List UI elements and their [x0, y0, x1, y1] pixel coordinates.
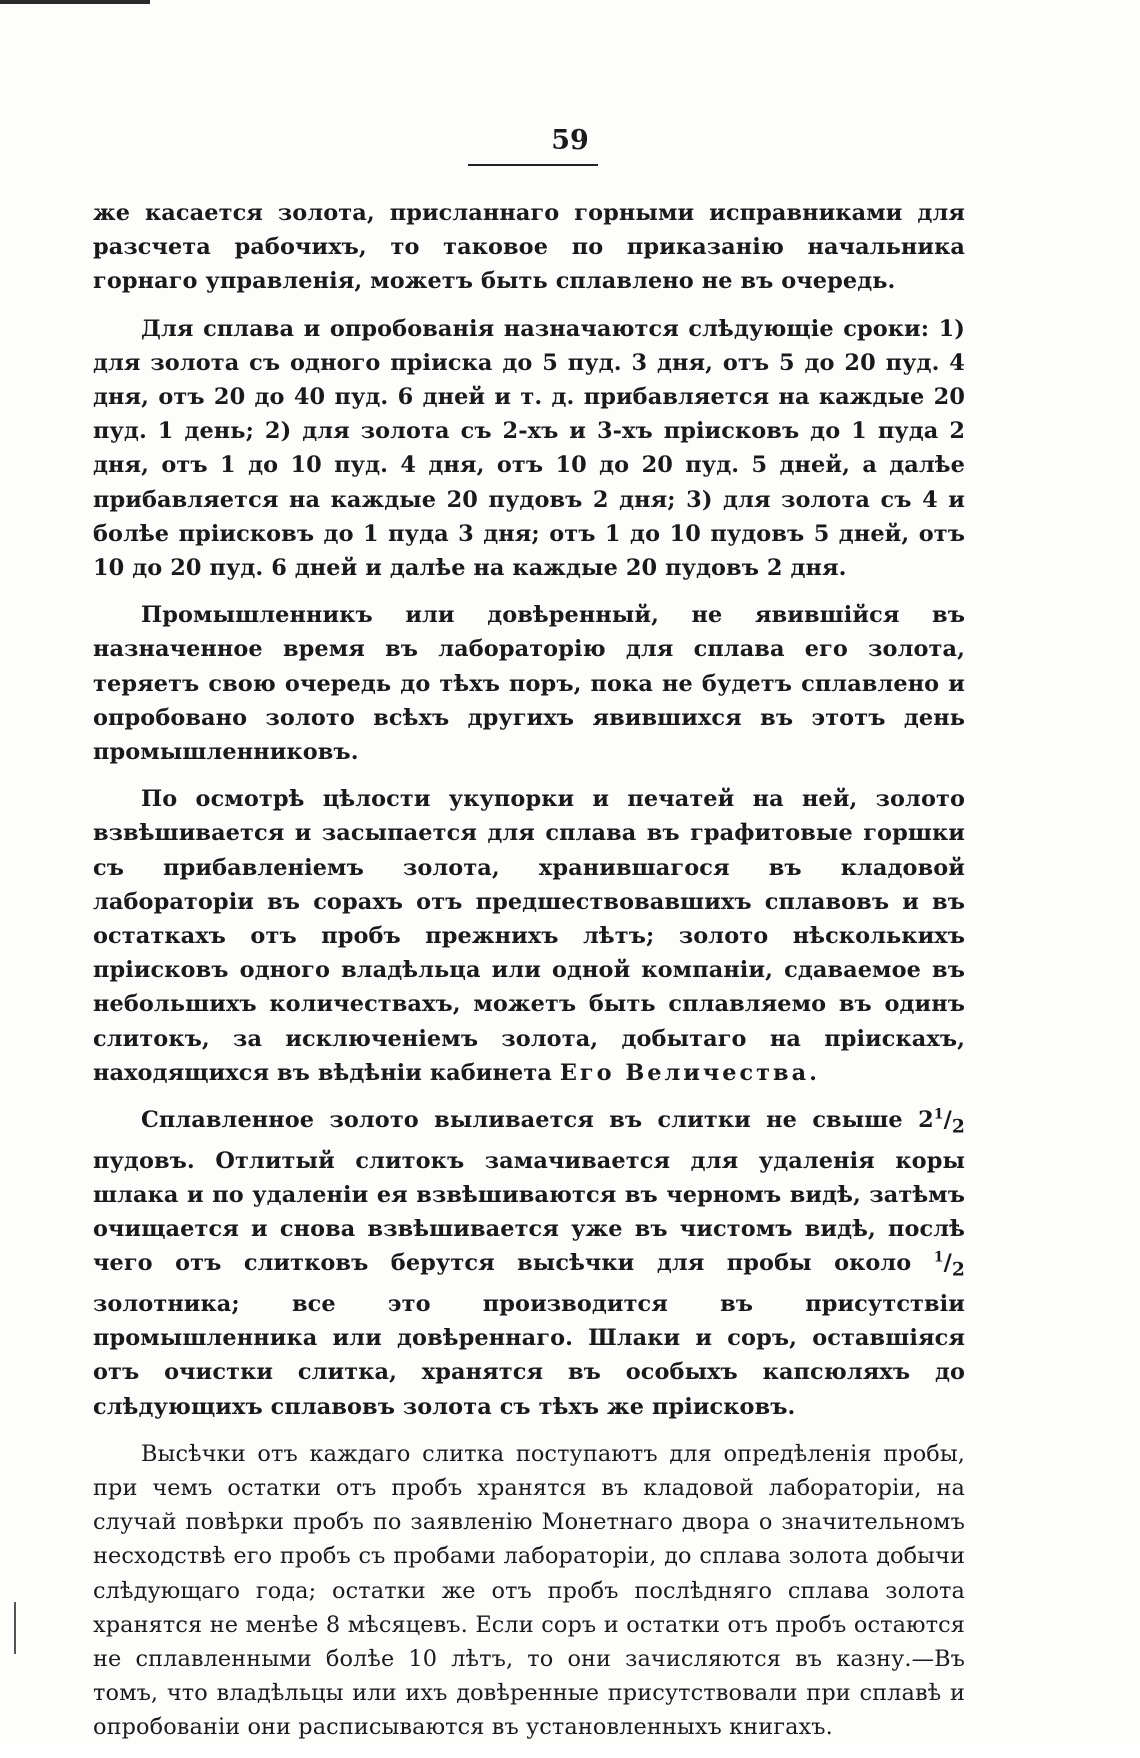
paragraph-4: [93, 782, 965, 1090]
paragraph-5-text-a: Сплавленное золото выливается въ слитки не свыше 2: [141, 1107, 934, 1134]
fraction-denominator: 2: [951, 1115, 965, 1138]
paragraph-4-text: По осмотрѣ цѣлости укупорки и печатей на ней, золото взвѣшивается и засыпается для сплава въ графитовые горшки съ прибавленіемъ золота, хранившагося въ кладовой лабораторіи въ сорахъ отъ предшествовавшихъ сплавовъ и въ остаткахъ отъ пробъ прежнихъ лѣтъ; золото нѣсколькихъ пріисковъ одного владѣльца или одной компаніи, сдаваемое въ небольшихъ количествахъ, можетъ быть сплавляемо въ одинъ слитокъ, за исключеніемъ золота, добытаго на пріискахъ, находящихся въ вѣдѣніи кабинета: [93, 786, 965, 1086]
page-number-rule: [468, 164, 598, 166]
page-number: 59: [551, 125, 589, 156]
paragraph-5-text-e: золотника; все это производится въ присутствіи промышленника или довѣреннаго. Шлаки и соръ, оставшіяся отъ очистки слитка, хранятся въ особыхъ капсюляхъ до слѣдующихъ сплавовъ золота съ тѣхъ же пріисковъ.: [93, 1291, 965, 1420]
fraction-slash-2: /: [943, 1250, 952, 1277]
his-majesty-spaced: Его Величества.: [559, 1059, 820, 1086]
paragraph-6: Высѣчки отъ каждаго слитка поступаютъ для опредѣленія пробы, при чемъ остатки отъ пробъ хранятся въ кладовой лабораторіи, на случай повѣрки пробъ по заявленію Монетнаго двора о значительномъ несходствѣ его пробъ съ пробами лабораторіи, до сплава золота добычи слѣдующаго года; остатки же отъ пробъ послѣдняго сплава золота хранятся не менѣе 8 мѣсяцевъ. Если соръ и остатки отъ пробъ остаются не сплавленными болѣе 10 лѣтъ, то они зачисляются въ казну.—Въ томъ, что владѣльцы или ихъ довѣренные присутствовали при сплавѣ и опробованіи они расписываются въ установленныхъ книгахъ.: [93, 1440, 965, 1741]
paragraph-5-text-c: пудовъ. Отлитый слитокъ замачивается для удаленія коры шлака и по удаленіи ея взвѣшиваются въ черномъ видѣ, затѣмъ очищается и снова взвѣшивается уже въ чистомъ видѣ, послѣ чего отъ слитковъ берутся высѣчки для пробы около: [93, 1147, 965, 1277]
scan-edge-mark-left: [14, 1602, 16, 1654]
scan-edge-mark: [0, 0, 150, 4]
paragraph-3: Промышленникъ или довѣренный, не явившійся въ назначенное время въ лабораторію для сплава его золота, теряетъ свою очередь до тѣхъ поръ, пока не будетъ сплавлено и опробовано золото всѣхъ другихъ явившихся въ этотъ день промышленниковъ.: [93, 602, 965, 766]
fraction-numerator-2: 1: [933, 1249, 944, 1266]
paragraph-1: же касается золота, присланнаго горными исправниками для разсчета рабочихъ, то таковое по приказанію начальника горнаго управленія, можетъ быть сплавлено не въ очередь.: [93, 200, 965, 295]
paragraph-5: [93, 1103, 965, 1424]
fraction-numerator: 1: [933, 1106, 944, 1123]
body-text: [93, 196, 965, 1758]
fraction-slash: /: [943, 1107, 952, 1134]
fraction-denominator-2: 2: [951, 1258, 965, 1281]
paragraph-2: Для сплава и опробованія назначаются слѣдующіе сроки: 1) для золота съ одного пріиска до 5 пуд. 3 дня, отъ 5 до 20 пуд. 4 дня, отъ 20 до 40 пуд. 6 дней и т. д. прибавляется на каждые 20 пуд. 1 день; 2) для золота съ 2-хъ и 3-хъ пріисковъ до 1 пуда 2 дня, отъ 1 до 10 пуд. 4 дня, отъ 10 до 20 пуд. 5 дней, а далѣе прибавляется на каждые 20 пудовъ 2 дня; 3) для золота съ 4 и болѣе пріисковъ до 1 пуда 3 дня; отъ 1 до 10 пудовъ 5 дней, отъ 10 до 20 пуд. 6 дней и далѣе на каждые 20 пудовъ 2 дня.: [93, 315, 965, 582]
